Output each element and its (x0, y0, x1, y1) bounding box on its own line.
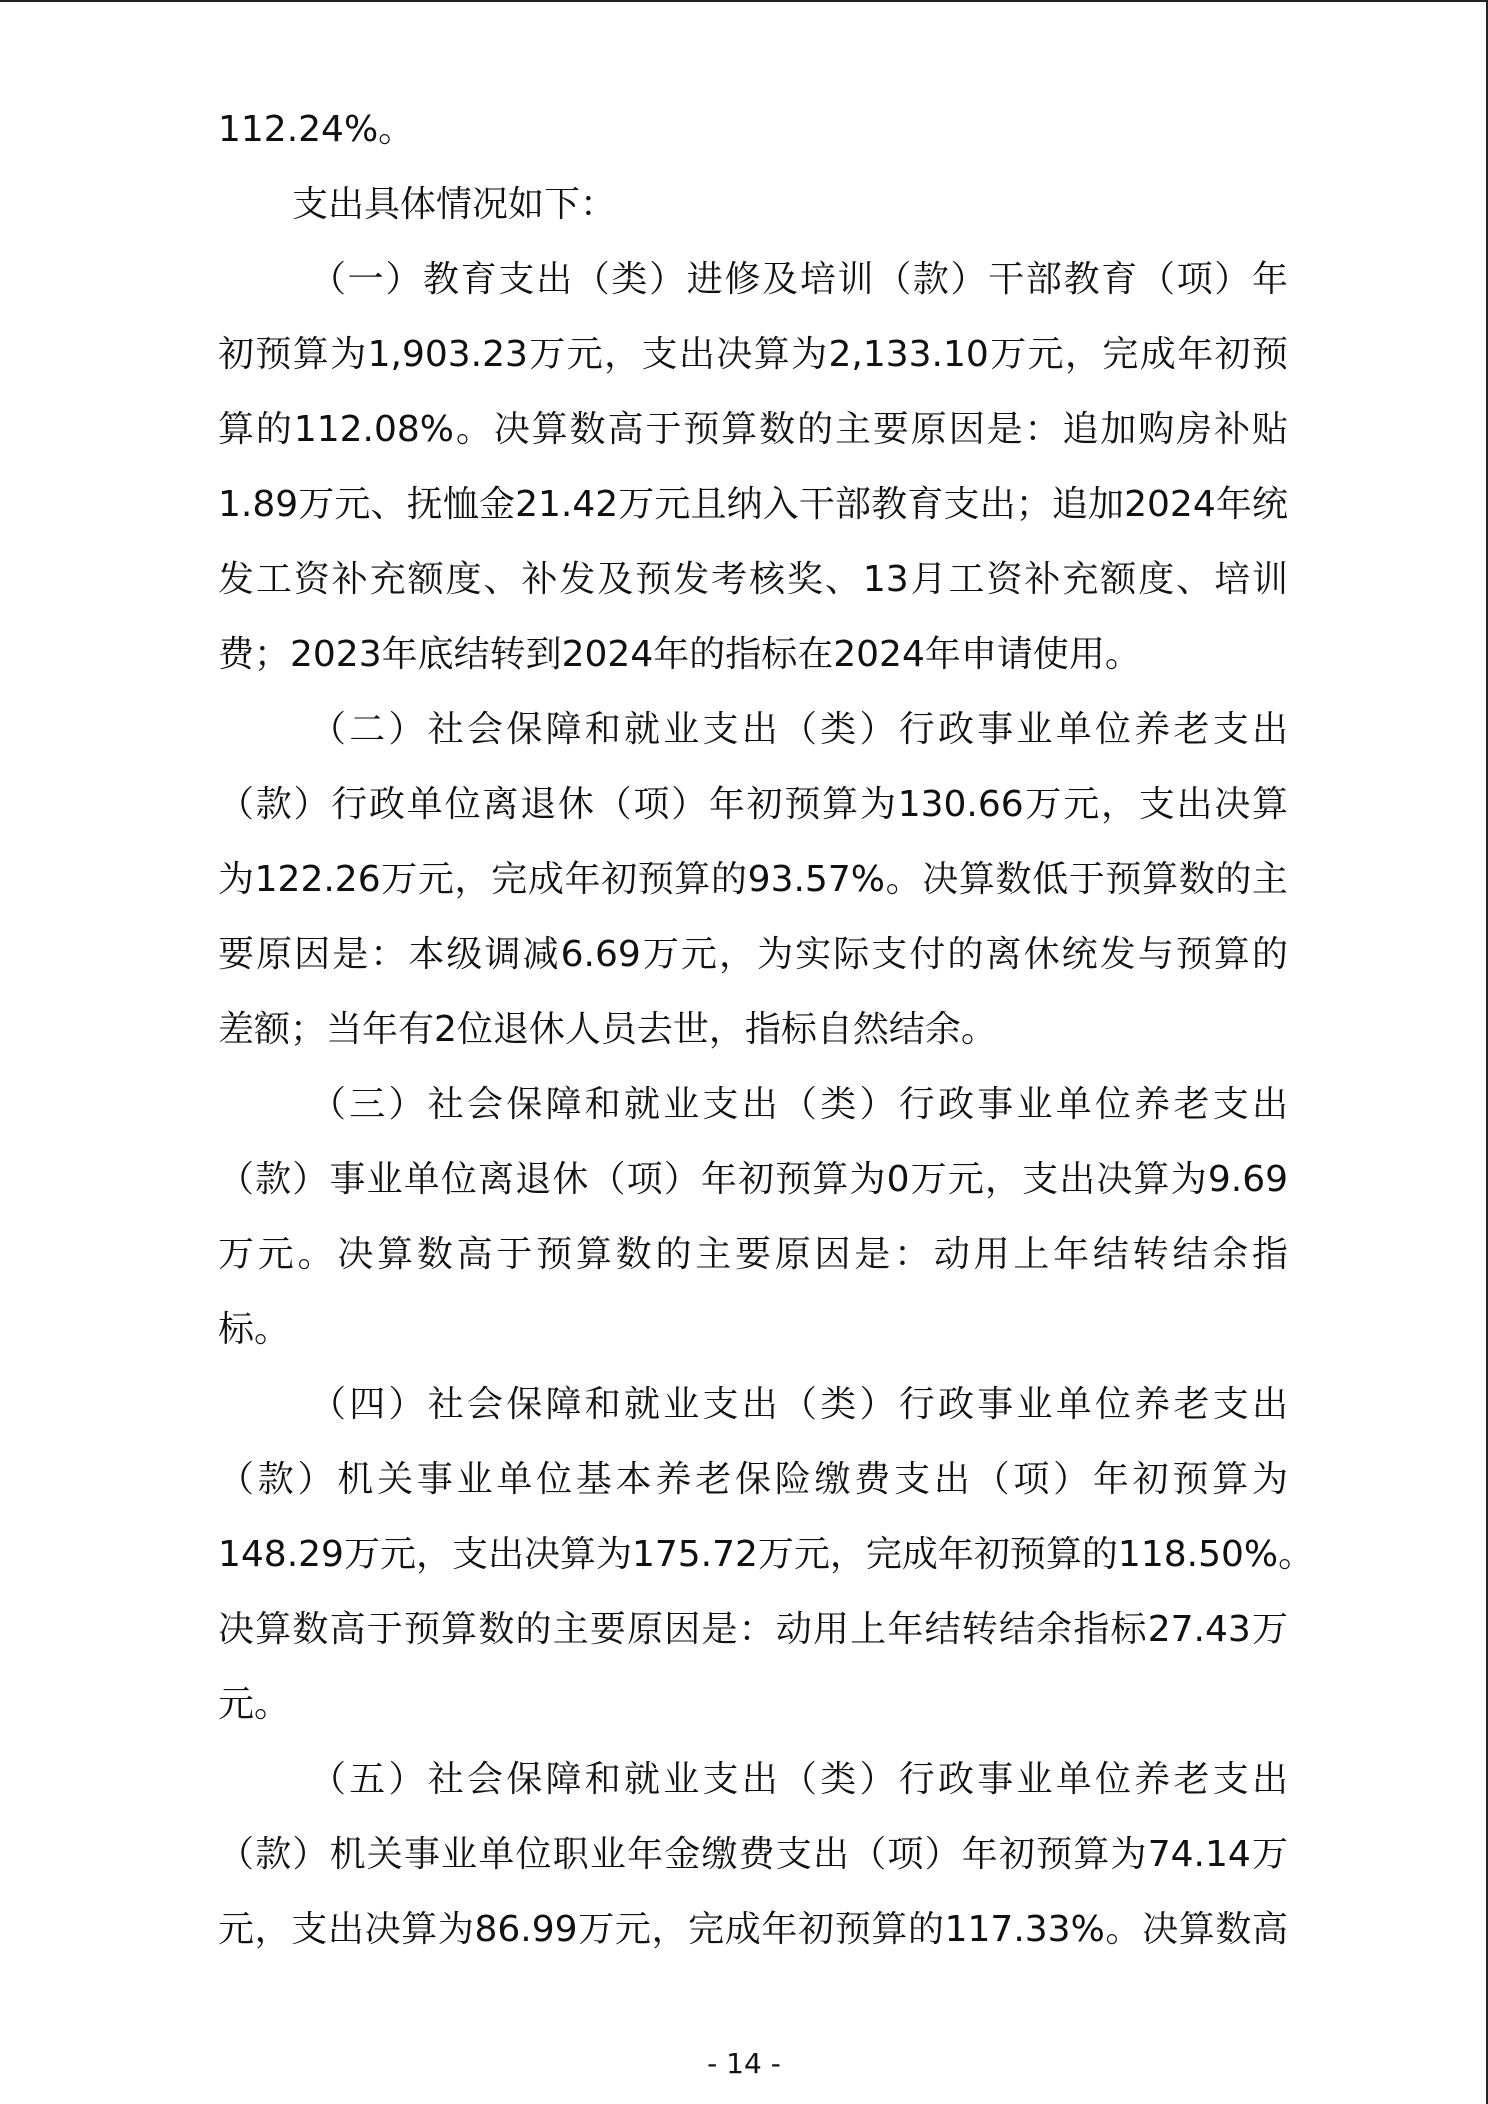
text-line: 148.29万元，支出决算为175.72万元，完成年初预算的118.50%。 (218, 1534, 1315, 1575)
text-line: 为122.26万元，完成年初预算的93.57%。决算数低于预算数的主 (218, 859, 1288, 900)
text-line: 112.24%。 (218, 109, 415, 150)
text-line: 标。 (218, 1309, 291, 1350)
page-top-border (0, 0, 1488, 2)
text-line: （款）机关事业单位基本养老保险缴费支出（项）年初预算为 (218, 1459, 1288, 1500)
text-line: 万元。决算数高于预算数的主要原因是：动用上年结转结余指 (218, 1234, 1288, 1275)
text-line: （三）社会保障和就业支出（类）行政事业单位养老支出 (310, 1084, 1288, 1125)
text-line: 决算数高于预算数的主要原因是：动用上年结转结余指标27.43万 (218, 1609, 1288, 1650)
text-line: 1.89万元、抚恤金21.42万元且纳入干部教育支出；追加2024年统 (218, 484, 1288, 525)
text-line: （一）教育支出（类）进修及培训（款）干部教育（项）年 (310, 259, 1288, 300)
text-line: 元，支出决算为86.99万元，完成年初预算的117.33%。决算数高 (218, 1909, 1288, 1950)
text-line: 发工资补充额度、补发及预发考核奖、13月工资补充额度、培训 (218, 559, 1288, 600)
text-line: （款）机关事业单位职业年金缴费支出（项）年初预算为74.14万 (218, 1834, 1288, 1875)
text-line: 要原因是：本级调减6.69万元，为实际支付的离休统发与预算的 (218, 934, 1288, 975)
page-number: - 14 - (707, 2047, 781, 2080)
text-line: （四）社会保障和就业支出（类）行政事业单位养老支出 (310, 1384, 1288, 1425)
document-body (218, 92, 1315, 1967)
text-line: 初预算为1,903.23万元，支出决算为2,133.10万元，完成年初预 (218, 334, 1288, 375)
text-line: 支出具体情况如下： (292, 184, 617, 225)
text-line: （款）行政单位离退休（项）年初预算为130.66万元，支出决算 (218, 784, 1288, 825)
text-line: 差额；当年有2位退休人员去世，指标自然结余。 (218, 1009, 997, 1050)
text-line: （二）社会保障和就业支出（类）行政事业单位养老支出 (310, 709, 1288, 750)
text-line: （款）事业单位离退休（项）年初预算为0万元，支出决算为9.69 (218, 1159, 1288, 1200)
text-line: 费；2023年底结转到2024年的指标在2024年申请使用。 (218, 634, 1141, 675)
text-line: 元。 (218, 1684, 291, 1725)
text-line: 算的112.08%。决算数高于预算数的主要原因是：追加购房补贴 (218, 409, 1288, 450)
text-line: （五）社会保障和就业支出（类）行政事业单位养老支出 (310, 1759, 1288, 1800)
